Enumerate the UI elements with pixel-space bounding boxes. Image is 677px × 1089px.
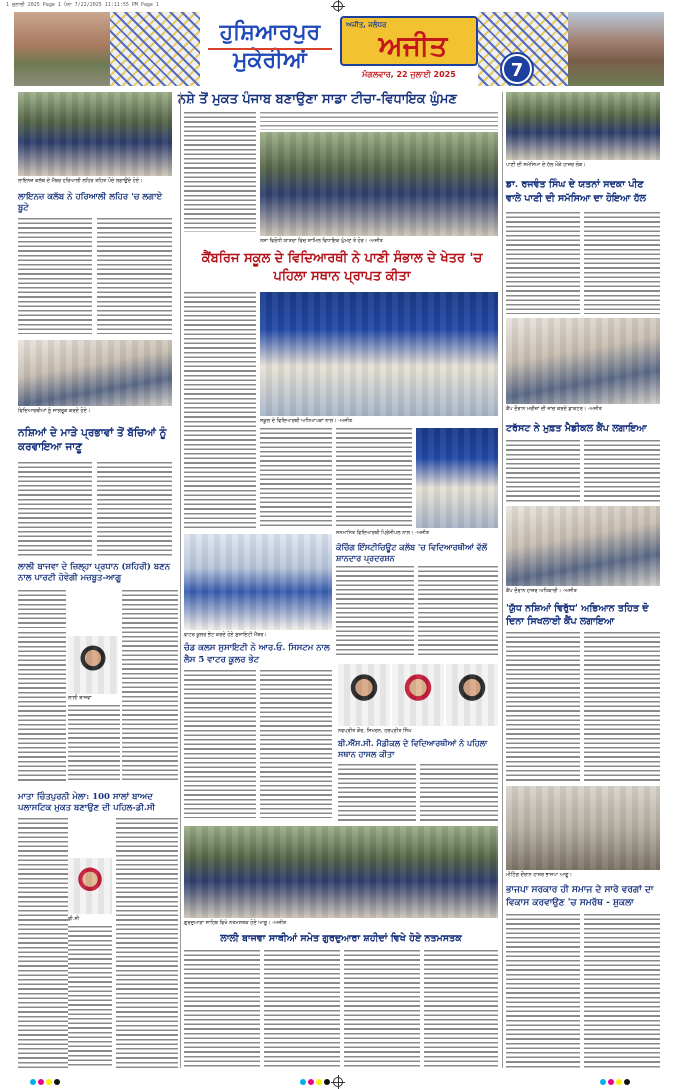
rally-body-col1 bbox=[184, 112, 256, 232]
tree-headline: ਲਾਇਨਜ਼ ਕਲੱਬ ਨੇ ਹਰਿਆਲੀ ਲਹਿਰ 'ਚ ਲਗਾਏ ਬੂਟੇ bbox=[18, 192, 163, 213]
color-registration-bar bbox=[600, 1079, 630, 1085]
ro-body-col1 bbox=[184, 670, 256, 818]
gurudwara-body-col1 bbox=[184, 950, 260, 1068]
lalli-portrait-photo bbox=[68, 636, 118, 694]
sports-body-col1 bbox=[336, 566, 414, 658]
masthead-pattern bbox=[110, 12, 200, 86]
tree-caption: ਲਾਇਨਜ਼ ਕਲੱਬ ਦੇ ਮੈਂਬਰ ਹਰਿਆਲੀ ਲਹਿਰ ਤਹਿਤ ਪੌਦੇ ਲਗਾਉਂਦੇ ਹੋਏ। bbox=[18, 178, 143, 184]
mela-body-col3 bbox=[116, 818, 178, 1068]
rally-body-top bbox=[260, 112, 498, 130]
brand-small: ਅਜੀਤ, ਜਲੰਧਰ bbox=[346, 21, 387, 29]
yudh-camp-photo bbox=[506, 506, 660, 586]
school-stage-photo bbox=[260, 292, 498, 416]
registration-mark-icon bbox=[333, 1, 343, 11]
top-banner-headline: ਨਸ਼ੇ ਤੋਂ ਮੁਕਤ ਪੰਜਾਬ ਬਣਾਉਣਾ ਸਾਡਾ ਟੀਚਾ-ਵਿਧਾਇਕ ਘੁੰਮਣ bbox=[178, 92, 457, 107]
mela-headline: ਮਾਤਾ ਚਿੰਤਪੁਰਨੀ ਮੇਲਾ: 100 ਸਾਲਾਂ ਬਾਅਦ ਪਲਾਸਟਿਕ ਮੁਕਤ ਬਣਾਉਣ ਦੀ ਪਹਿਲ-ਡੀ.ਸੀ bbox=[18, 792, 156, 813]
cambridge-body-col2 bbox=[260, 428, 332, 528]
gurudwara-body-col4 bbox=[424, 950, 498, 1068]
gurudwara-body-col2 bbox=[264, 950, 340, 1068]
masthead bbox=[14, 12, 664, 86]
bjp-caption: ਮੀਟਿੰਗ ਦੌਰਾਨ ਹਾਜ਼ਰ ਭਾਜਪਾ ਆਗੂ। bbox=[506, 872, 572, 878]
masthead-divider bbox=[208, 48, 332, 50]
masthead-date: ਮੰਗਲਵਾਰ, 22 ਜੁਲਾਈ 2025 bbox=[362, 70, 456, 79]
medical-names-caption: ਨਵਪ੍ਰੀਤ ਕੌਰ, ਸਿਮਰਨ, ਹਰਪ੍ਰੀਤ ਸਿੰਘ bbox=[338, 728, 412, 734]
yudh-body-col1 bbox=[506, 632, 580, 782]
poet-caption: ਪਾਣੀ ਦੀ ਸਮੱਸਿਆ ਦੇ ਹੱਲ ਮੌਕੇ ਹਾਜ਼ਰ ਲੋਕ। bbox=[506, 162, 586, 168]
sports-headline: ਕੋਚਿੰਗ ਇੰਸਟੀਚਿਊਟ ਕਲੱਬ 'ਚ ਵਿਦਿਆਰਥੀਆਂ ਵੱਲੋਂ ਸ਼ਾਨਦਾਰ ਪ੍ਰਦਰਸ਼ਨ bbox=[336, 542, 488, 563]
camp-body-col2 bbox=[584, 440, 660, 502]
drugs-body-col2 bbox=[97, 462, 172, 556]
sports-body-col2 bbox=[418, 566, 498, 658]
lalli-body-col1 bbox=[18, 632, 66, 782]
ro-caption: ਵਾਟਰ ਕੂਲਰ ਭੇਟ ਕਰਦੇ ਹੋਏ ਸੁਸਾਇਟੀ ਮੈਂਬਰ। bbox=[184, 632, 267, 638]
brand-title: ਅਜੀਤ bbox=[378, 29, 448, 62]
medical-body-col2 bbox=[420, 764, 498, 824]
yudh-headline: 'ਯੁੱਧ ਨਸ਼ਿਆਂ ਵਿਰੁੱਧ' ਅਭਿਆਨ ਤਹਿਤ ਦੋ ਦਿਨਾ ਸਿਖਲਾਈ ਕੈਂਪ ਲਗਾਇਆ bbox=[506, 603, 649, 627]
student-photo-1 bbox=[338, 664, 390, 726]
bjp-body-col2 bbox=[584, 914, 660, 1068]
student-photo-2 bbox=[392, 664, 444, 726]
registration-mark-icon bbox=[333, 1077, 343, 1087]
masthead-brand-box bbox=[340, 16, 478, 66]
print-slug: 1 ਜੁਲਾਈ 2025 Page 1 ਪੰਨਾ 7/22/2025 11:11:55 PM Page 1 bbox=[6, 2, 159, 8]
gurudwara-caption: ਗੁਰਦੁਆਰਾ ਸਾਹਿਬ ਵਿਖੇ ਨਤਮਸਤਕ ਹੋਏ ਆਗੂ। -ਅਜੀਤ bbox=[184, 920, 287, 926]
student-photo-3 bbox=[446, 664, 498, 726]
cambridge-headline: ਕੈਂਬਰਿਜ ਸਕੂਲ ਦੇ ਵਿਦਿਆਰਥੀ ਨੇ ਪਾਣੀ ਸੰਭਾਲ ਦੇ ਖੇਤਰ 'ਚ ਪਹਿਲਾ ਸਥਾਨ ਪ੍ਰਾਪਤ ਕੀਤਾ bbox=[201, 251, 483, 284]
mela-body-col2 bbox=[68, 926, 112, 1068]
drugs-headline: ਨਸ਼ਿਆਂ ਦੇ ਮਾੜੇ ਪ੍ਰਭਾਵਾਂ ਤੋਂ ਬੱਚਿਆਂ ਨੂੰ ਕਰਵਾਇਆ ਜਾਣੂ bbox=[18, 427, 167, 453]
drugs-awareness-photo bbox=[18, 340, 172, 406]
mela-body-col1 bbox=[18, 818, 68, 1068]
camp-headline: ਟਰੱਸਟ ਨੇ ਮੁਫ਼ਤ ਮੈਡੀਕਲ ਕੈਂਪ ਲਗਾਇਆ bbox=[506, 423, 647, 434]
ro-cooler-photo bbox=[184, 534, 332, 630]
gurudwara-headline: ਲਾਲੀ ਬਾਜਵਾ ਸਾਥੀਆਂ ਸਮੇਤ ਗੁਰਦੁਆਰਾ ਸ਼ਹੀਦਾਂ ਵਿਖੇ ਹੋਏ ਨਤਮਸਤਕ bbox=[220, 933, 462, 944]
masthead-photo-left bbox=[14, 12, 110, 86]
dc-portrait-caption: ਡੀ.ਸੀ bbox=[68, 916, 80, 922]
poet-body-col1 bbox=[506, 212, 580, 314]
poet-headline: ਡਾ. ਰਜਵੰਤ ਸਿੰਘ ਦੇ ਯਤਨਾਂ ਸਦਕਾ ਪੀਣ ਵਾਲੇ ਪਾਣੀ ਦੀ ਸਮੱਸਿਆ ਦਾ ਹੋਇਆ ਹੱਲ bbox=[506, 179, 646, 204]
cambridge-body-col3 bbox=[336, 428, 412, 528]
lalli-body-lead bbox=[18, 590, 66, 628]
lalli-body-col2 bbox=[68, 705, 120, 782]
rally-photo bbox=[260, 132, 498, 236]
color-registration-bar bbox=[300, 1079, 330, 1085]
masthead-photo-right bbox=[568, 12, 664, 86]
column-rule bbox=[502, 92, 503, 1068]
poet-photo bbox=[506, 92, 660, 160]
tree-body-col2 bbox=[97, 218, 172, 334]
poet-body-col2 bbox=[584, 212, 660, 314]
school-caption: ਸਕੂਲ ਦੇ ਵਿਦਿਆਰਥੀ ਅਧਿਆਪਕਾਂ ਨਾਲ। -ਅਜੀਤ bbox=[260, 418, 353, 424]
drugs-caption: ਵਿਦਿਆਰਥੀਆਂ ਨੂੰ ਜਾਗਰੂਕ ਕਰਦੇ ਹੋਏ। bbox=[18, 408, 91, 414]
column-rule bbox=[180, 92, 181, 1068]
rally-caption: ਨਸ਼ਾ ਵਿਰੋਧੀ ਯਾਤਰਾ ਵਿਚ ਸ਼ਾਮਿਲ ਵਿਧਾਇਕ ਘੁੰਮਣ ਤੇ ਹੋਰ। -ਅਜੀਤ bbox=[260, 238, 383, 244]
masthead-city: ਹੁਸ਼ਿਆਰਪੁਰ ਮੁਕੇਰੀਆਂ bbox=[219, 19, 321, 73]
medical-camp-photo bbox=[506, 318, 660, 404]
ro-headline: ਚੰਡ ਕਲਸ ਸੁਸਾਇਟੀ ਨੇ ਆਰ.ਓ. ਸਿਸਟਮ ਨਾਲ ਲੈਸ 5 ਵਾਟਰ ਕੂਲਰ ਭੇਟ bbox=[184, 643, 330, 665]
award-photo bbox=[416, 428, 498, 528]
lalli-body-col3 bbox=[122, 590, 178, 782]
masthead-center bbox=[200, 12, 478, 86]
award-caption: ਸਨਮਾਨਿਤ ਵਿਦਿਆਰਥੀ ਪ੍ਰਿੰਸੀਪਲ ਨਾਲ। -ਅਜੀਤ bbox=[336, 530, 430, 536]
color-registration-bar bbox=[30, 1079, 60, 1085]
cambridge-body-col1 bbox=[184, 292, 256, 528]
tree-planting-photo bbox=[18, 92, 172, 176]
bjp-meeting-photo bbox=[506, 786, 660, 870]
lalli-portrait-caption: ਲਾਲੀ ਬਾਜਵਾ bbox=[68, 695, 92, 701]
dc-portrait-photo bbox=[68, 858, 112, 914]
drugs-body-col1 bbox=[18, 462, 92, 556]
medical-headline: ਬੀ.ਐੱਸ.ਸੀ. ਮੈਡੀਕਲ ਦੇ ਵਿਦਿਆਰਥੀਆਂ ਨੇ ਪਹਿਲਾ ਸਥਾਨ ਹਾਸਲ ਕੀਤਾ bbox=[338, 738, 488, 759]
page-number: 7 bbox=[502, 54, 532, 84]
gurudwara-body-col3 bbox=[344, 950, 420, 1068]
camp-caption: ਕੈਂਪ ਦੌਰਾਨ ਮਰੀਜ਼ਾਂ ਦੀ ਜਾਂਚ ਕਰਦੇ ਡਾਕਟਰ। -ਅਜੀਤ bbox=[506, 406, 602, 412]
yudh-caption: ਕੈਂਪ ਦੌਰਾਨ ਹਾਜ਼ਰ ਅਧਿਕਾਰੀ। -ਅਜੀਤ bbox=[506, 588, 577, 594]
tree-body-col1 bbox=[18, 218, 92, 334]
medical-body-col1 bbox=[338, 764, 416, 824]
lalli-headline: ਲਾਲੀ ਬਾਜਵਾ ਦੇ ਜ਼ਿਲ੍ਹਾ ਪ੍ਰਧਾਨ (ਸ਼ਹਿਰੀ) ਬਣਨ ਨਾਲ ਪਾਰਟੀ ਹੋਵੇਗੀ ਮਜ਼ਬੂਤ-ਆਗੂ bbox=[18, 562, 171, 583]
gurudwara-photo bbox=[184, 826, 498, 918]
ro-body-col2 bbox=[260, 670, 332, 818]
yudh-body-col2 bbox=[584, 632, 660, 782]
bjp-body-col1 bbox=[506, 914, 580, 1068]
bjp-headline: ਭਾਜਪਾ ਸਰਕਾਰ ਹੀ ਸਮਾਜ ਦੇ ਸਾਰੇ ਵਰਗਾਂ ਦਾ ਵਿਕਾਸ ਕਰਵਾਉਣ 'ਚ ਸਮਰੱਥ - ਸ਼ੁਕਲਾ bbox=[506, 885, 654, 908]
camp-body-col1 bbox=[506, 440, 580, 502]
